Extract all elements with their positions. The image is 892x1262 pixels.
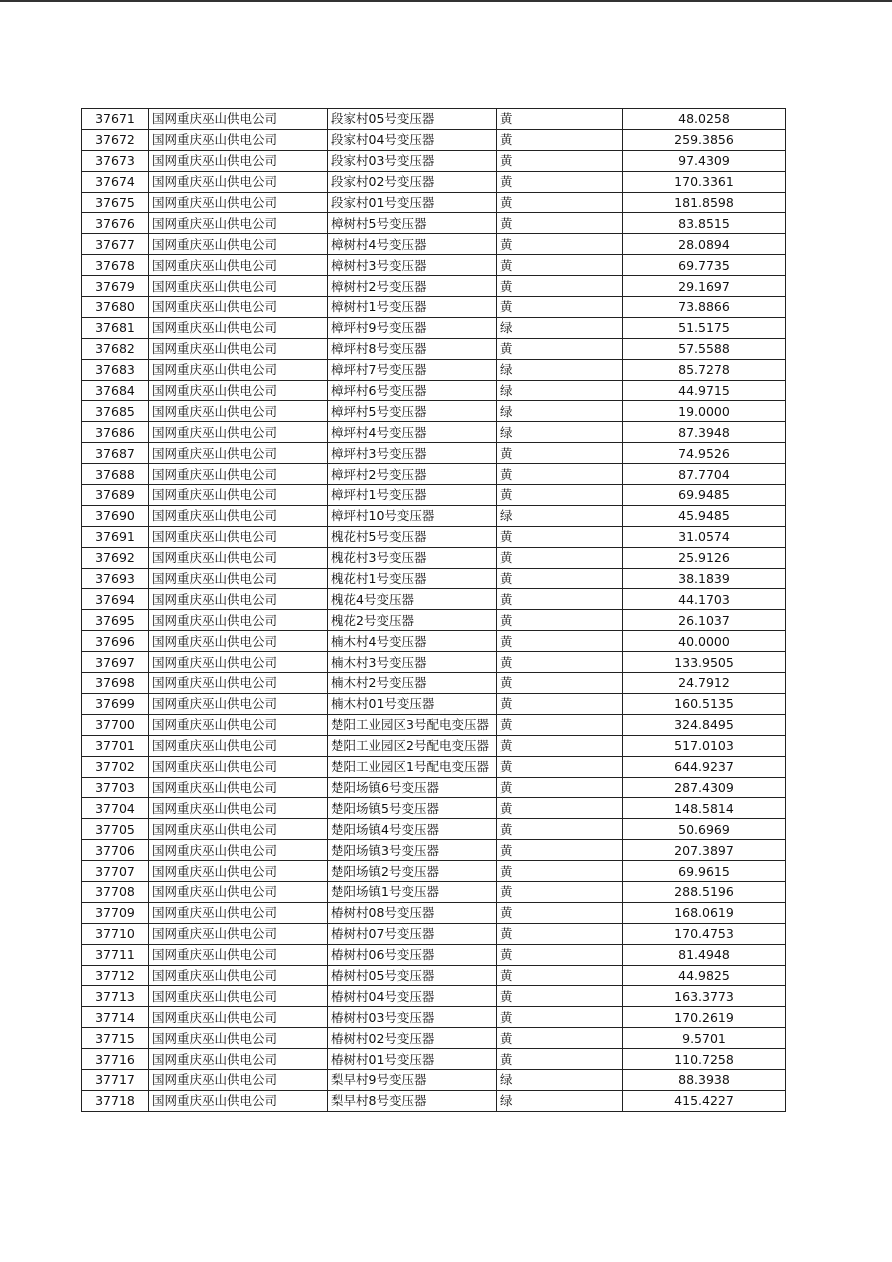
row-id-cell: 37687 (82, 443, 149, 464)
value-cell: 31.0574 (623, 526, 786, 547)
row-id-cell: 37699 (82, 693, 149, 714)
company-cell: 国网重庆巫山供电公司 (149, 589, 328, 610)
transformer-name-cell: 楚阳场镇4号变压器 (328, 819, 497, 840)
status-cell: 黄 (497, 1007, 623, 1028)
value-cell: 81.4948 (623, 944, 786, 965)
transformer-name-cell: 樟树村3号变压器 (328, 255, 497, 276)
status-cell: 黄 (497, 798, 623, 819)
company-cell: 国网重庆巫山供电公司 (149, 652, 328, 673)
row-id-cell: 37673 (82, 150, 149, 171)
company-cell: 国网重庆巫山供电公司 (149, 297, 328, 318)
value-cell: 28.0894 (623, 234, 786, 255)
status-cell: 黄 (497, 150, 623, 171)
table-row (82, 171, 786, 192)
value-cell: 517.0103 (623, 735, 786, 756)
table-row (82, 861, 786, 882)
table-row (82, 589, 786, 610)
table-row (82, 255, 786, 276)
company-cell: 国网重庆巫山供电公司 (149, 1069, 328, 1090)
transformer-name-cell: 段家村05号变压器 (328, 109, 497, 130)
table-row (82, 693, 786, 714)
status-cell: 黄 (497, 902, 623, 923)
company-cell: 国网重庆巫山供电公司 (149, 150, 328, 171)
table-row (82, 485, 786, 506)
table-row (82, 359, 786, 380)
company-cell: 国网重庆巫山供电公司 (149, 443, 328, 464)
row-id-cell: 37714 (82, 1007, 149, 1028)
value-cell: 644.9237 (623, 756, 786, 777)
company-cell: 国网重庆巫山供电公司 (149, 317, 328, 338)
table-row (82, 276, 786, 297)
status-cell: 黄 (497, 735, 623, 756)
value-cell: 26.1037 (623, 610, 786, 631)
status-cell: 黄 (497, 840, 623, 861)
table-row (82, 317, 786, 338)
transformer-name-cell: 樟坪村3号变压器 (328, 443, 497, 464)
transformer-name-cell: 樟坪村5号变压器 (328, 401, 497, 422)
status-cell: 黄 (497, 610, 623, 631)
company-cell: 国网重庆巫山供电公司 (149, 1090, 328, 1111)
table-row (82, 547, 786, 568)
table-row (82, 714, 786, 735)
status-cell: 黄 (497, 965, 623, 986)
status-cell: 黄 (497, 631, 623, 652)
value-cell: 97.4309 (623, 150, 786, 171)
value-cell: 170.3361 (623, 171, 786, 192)
company-cell: 国网重庆巫山供电公司 (149, 359, 328, 380)
company-cell: 国网重庆巫山供电公司 (149, 1049, 328, 1070)
company-cell: 国网重庆巫山供电公司 (149, 756, 328, 777)
row-id-cell: 37683 (82, 359, 149, 380)
table-row (82, 735, 786, 756)
value-cell: 69.9485 (623, 485, 786, 506)
company-cell: 国网重庆巫山供电公司 (149, 505, 328, 526)
status-cell: 黄 (497, 861, 623, 882)
company-cell: 国网重庆巫山供电公司 (149, 422, 328, 443)
status-cell: 黄 (497, 589, 623, 610)
row-id-cell: 37698 (82, 673, 149, 694)
transformer-name-cell: 段家村02号变压器 (328, 171, 497, 192)
value-cell: 87.3948 (623, 422, 786, 443)
transformer-name-cell: 樟坪村9号变压器 (328, 317, 497, 338)
row-id-cell: 37704 (82, 798, 149, 819)
row-id-cell: 37679 (82, 276, 149, 297)
table-body (82, 109, 786, 1112)
status-cell: 绿 (497, 505, 623, 526)
status-cell: 黄 (497, 297, 623, 318)
company-cell: 国网重庆巫山供电公司 (149, 861, 328, 882)
table-row (82, 965, 786, 986)
table-row (82, 297, 786, 318)
status-cell: 黄 (497, 819, 623, 840)
value-cell: 87.7704 (623, 464, 786, 485)
row-id-cell: 37713 (82, 986, 149, 1007)
transformer-name-cell: 楠木村4号变压器 (328, 631, 497, 652)
status-cell: 黄 (497, 1028, 623, 1049)
value-cell: 24.7912 (623, 673, 786, 694)
company-cell: 国网重庆巫山供电公司 (149, 401, 328, 422)
status-cell: 绿 (497, 317, 623, 338)
company-cell: 国网重庆巫山供电公司 (149, 798, 328, 819)
value-cell: 170.4753 (623, 923, 786, 944)
transformer-name-cell: 槐花村3号变压器 (328, 547, 497, 568)
table-row (82, 944, 786, 965)
row-id-cell: 37675 (82, 192, 149, 213)
row-id-cell: 37715 (82, 1028, 149, 1049)
status-cell: 黄 (497, 234, 623, 255)
row-id-cell: 37717 (82, 1069, 149, 1090)
company-cell: 国网重庆巫山供电公司 (149, 526, 328, 547)
table-row (82, 464, 786, 485)
row-id-cell: 37689 (82, 485, 149, 506)
status-cell: 黄 (497, 213, 623, 234)
value-cell: 40.0000 (623, 631, 786, 652)
transformer-name-cell: 段家村03号变压器 (328, 150, 497, 171)
transformer-name-cell: 樟树村1号变压器 (328, 297, 497, 318)
value-cell: 51.5175 (623, 317, 786, 338)
table-row (82, 129, 786, 150)
company-cell: 国网重庆巫山供电公司 (149, 1028, 328, 1049)
transformer-name-cell: 楚阳场镇2号变压器 (328, 861, 497, 882)
row-id-cell: 37696 (82, 631, 149, 652)
row-id-cell: 37716 (82, 1049, 149, 1070)
value-cell: 259.3856 (623, 129, 786, 150)
row-id-cell: 37694 (82, 589, 149, 610)
status-cell: 黄 (497, 652, 623, 673)
transformer-name-cell: 樟坪村10号变压器 (328, 505, 497, 526)
company-cell: 国网重庆巫山供电公司 (149, 673, 328, 694)
transformer-name-cell: 槐花村5号变压器 (328, 526, 497, 547)
status-cell: 绿 (497, 380, 623, 401)
transformer-name-cell: 槐花村1号变压器 (328, 568, 497, 589)
status-cell: 黄 (497, 944, 623, 965)
transformer-name-cell: 槐花4号变压器 (328, 589, 497, 610)
table-row (82, 1028, 786, 1049)
status-cell: 绿 (497, 422, 623, 443)
table-row (82, 673, 786, 694)
company-cell: 国网重庆巫山供电公司 (149, 213, 328, 234)
table-row (82, 192, 786, 213)
table-row (82, 1007, 786, 1028)
value-cell: 44.1703 (623, 589, 786, 610)
transformer-name-cell: 樟坪村6号变压器 (328, 380, 497, 401)
transformer-name-cell: 樟坪村2号变压器 (328, 464, 497, 485)
table-row (82, 380, 786, 401)
row-id-cell: 37682 (82, 338, 149, 359)
value-cell: 83.8515 (623, 213, 786, 234)
company-cell: 国网重庆巫山供电公司 (149, 777, 328, 798)
row-id-cell: 37712 (82, 965, 149, 986)
value-cell: 181.8598 (623, 192, 786, 213)
value-cell: 44.9715 (623, 380, 786, 401)
value-cell: 170.2619 (623, 1007, 786, 1028)
value-cell: 168.0619 (623, 902, 786, 923)
value-cell: 50.6969 (623, 819, 786, 840)
row-id-cell: 37685 (82, 401, 149, 422)
transformer-name-cell: 樟坪村1号变压器 (328, 485, 497, 506)
company-cell: 国网重庆巫山供电公司 (149, 109, 328, 130)
transformer-name-cell: 楠木村01号变压器 (328, 693, 497, 714)
company-cell: 国网重庆巫山供电公司 (149, 129, 328, 150)
table-row (82, 986, 786, 1007)
status-cell: 黄 (497, 756, 623, 777)
value-cell: 57.5588 (623, 338, 786, 359)
transformer-name-cell: 樟坪村4号变压器 (328, 422, 497, 443)
transformer-name-cell: 楚阳工业园区3号配电变压器 (328, 714, 497, 735)
row-id-cell: 37706 (82, 840, 149, 861)
value-cell: 133.9505 (623, 652, 786, 673)
table-row (82, 1069, 786, 1090)
transformer-name-cell: 槐花2号变压器 (328, 610, 497, 631)
table-row (82, 777, 786, 798)
row-id-cell: 37718 (82, 1090, 149, 1111)
transformer-name-cell: 樟树村5号变压器 (328, 213, 497, 234)
company-cell: 国网重庆巫山供电公司 (149, 631, 328, 652)
row-id-cell: 37709 (82, 902, 149, 923)
row-id-cell: 37684 (82, 380, 149, 401)
row-id-cell: 37711 (82, 944, 149, 965)
value-cell: 207.3897 (623, 840, 786, 861)
status-cell: 黄 (497, 443, 623, 464)
status-cell: 黄 (497, 255, 623, 276)
value-cell: 19.0000 (623, 401, 786, 422)
company-cell: 国网重庆巫山供电公司 (149, 693, 328, 714)
value-cell: 45.9485 (623, 505, 786, 526)
company-cell: 国网重庆巫山供电公司 (149, 923, 328, 944)
transformer-name-cell: 樟树村4号变压器 (328, 234, 497, 255)
status-cell: 黄 (497, 986, 623, 1007)
company-cell: 国网重庆巫山供电公司 (149, 944, 328, 965)
status-cell: 黄 (497, 485, 623, 506)
transformer-name-cell: 樟坪村7号变压器 (328, 359, 497, 380)
table-row (82, 213, 786, 234)
value-cell: 38.1839 (623, 568, 786, 589)
transformer-name-cell: 椿树村07号变压器 (328, 923, 497, 944)
value-cell: 9.5701 (623, 1028, 786, 1049)
table-row (82, 422, 786, 443)
table-row (82, 756, 786, 777)
transformer-name-cell: 椿树村05号变压器 (328, 965, 497, 986)
table-row (82, 631, 786, 652)
company-cell: 国网重庆巫山供电公司 (149, 276, 328, 297)
status-cell: 绿 (497, 359, 623, 380)
value-cell: 69.9615 (623, 861, 786, 882)
company-cell: 国网重庆巫山供电公司 (149, 255, 328, 276)
transformer-name-cell: 椿树村04号变压器 (328, 986, 497, 1007)
value-cell: 73.8866 (623, 297, 786, 318)
company-cell: 国网重庆巫山供电公司 (149, 234, 328, 255)
company-cell: 国网重庆巫山供电公司 (149, 840, 328, 861)
transformer-name-cell: 椿树村08号变压器 (328, 902, 497, 923)
row-id-cell: 37690 (82, 505, 149, 526)
table-row (82, 652, 786, 673)
value-cell: 85.7278 (623, 359, 786, 380)
row-id-cell: 37703 (82, 777, 149, 798)
row-id-cell: 37702 (82, 756, 149, 777)
status-cell: 黄 (497, 673, 623, 694)
status-cell: 黄 (497, 714, 623, 735)
transformer-name-cell: 楚阳场镇1号变压器 (328, 881, 497, 902)
company-cell: 国网重庆巫山供电公司 (149, 485, 328, 506)
row-id-cell: 37688 (82, 464, 149, 485)
value-cell: 29.1697 (623, 276, 786, 297)
status-cell: 黄 (497, 464, 623, 485)
company-cell: 国网重庆巫山供电公司 (149, 902, 328, 923)
status-cell: 黄 (497, 881, 623, 902)
status-cell: 黄 (497, 192, 623, 213)
transformer-name-cell: 楚阳工业园区1号配电变压器 (328, 756, 497, 777)
transformer-name-cell: 椿树村03号变压器 (328, 1007, 497, 1028)
row-id-cell: 37672 (82, 129, 149, 150)
row-id-cell: 37692 (82, 547, 149, 568)
table-row (82, 819, 786, 840)
table-row (82, 505, 786, 526)
transformer-name-cell: 梨早村8号变压器 (328, 1090, 497, 1111)
status-cell: 黄 (497, 276, 623, 297)
table-row (82, 923, 786, 944)
table-row (82, 234, 786, 255)
status-cell: 绿 (497, 1069, 623, 1090)
transformer-name-cell: 楚阳工业园区2号配电变压器 (328, 735, 497, 756)
company-cell: 国网重庆巫山供电公司 (149, 965, 328, 986)
status-cell: 黄 (497, 1049, 623, 1070)
value-cell: 25.9126 (623, 547, 786, 568)
status-cell: 黄 (497, 129, 623, 150)
company-cell: 国网重庆巫山供电公司 (149, 714, 328, 735)
row-id-cell: 37680 (82, 297, 149, 318)
status-cell: 黄 (497, 171, 623, 192)
table-row (82, 798, 786, 819)
value-cell: 288.5196 (623, 881, 786, 902)
transformer-name-cell: 段家村04号变压器 (328, 129, 497, 150)
table-row (82, 1090, 786, 1111)
transformer-name-cell: 椿树村06号变压器 (328, 944, 497, 965)
transformer-name-cell: 楚阳场镇6号变压器 (328, 777, 497, 798)
row-id-cell: 37708 (82, 881, 149, 902)
company-cell: 国网重庆巫山供电公司 (149, 171, 328, 192)
status-cell: 黄 (497, 693, 623, 714)
table-row (82, 150, 786, 171)
value-cell: 88.3938 (623, 1069, 786, 1090)
value-cell: 69.7735 (623, 255, 786, 276)
value-cell: 110.7258 (623, 1049, 786, 1070)
row-id-cell: 37686 (82, 422, 149, 443)
table-row (82, 881, 786, 902)
company-cell: 国网重庆巫山供电公司 (149, 986, 328, 1007)
company-cell: 国网重庆巫山供电公司 (149, 380, 328, 401)
value-cell: 163.3773 (623, 986, 786, 1007)
status-cell: 黄 (497, 338, 623, 359)
row-id-cell: 37674 (82, 171, 149, 192)
row-id-cell: 37693 (82, 568, 149, 589)
row-id-cell: 37678 (82, 255, 149, 276)
transformer-name-cell: 楠木村2号变压器 (328, 673, 497, 694)
row-id-cell: 37701 (82, 735, 149, 756)
row-id-cell: 37695 (82, 610, 149, 631)
company-cell: 国网重庆巫山供电公司 (149, 568, 328, 589)
company-cell: 国网重庆巫山供电公司 (149, 819, 328, 840)
table-row (82, 840, 786, 861)
table-row (82, 443, 786, 464)
value-cell: 48.0258 (623, 109, 786, 130)
page-top-border (0, 0, 892, 2)
transformer-name-cell: 楚阳场镇3号变压器 (328, 840, 497, 861)
value-cell: 148.5814 (623, 798, 786, 819)
status-cell: 绿 (497, 401, 623, 422)
status-cell: 黄 (497, 923, 623, 944)
row-id-cell: 37676 (82, 213, 149, 234)
company-cell: 国网重庆巫山供电公司 (149, 881, 328, 902)
company-cell: 国网重庆巫山供电公司 (149, 464, 328, 485)
row-id-cell: 37697 (82, 652, 149, 673)
row-id-cell: 37700 (82, 714, 149, 735)
value-cell: 74.9526 (623, 443, 786, 464)
row-id-cell: 37671 (82, 109, 149, 130)
table-row (82, 568, 786, 589)
company-cell: 国网重庆巫山供电公司 (149, 735, 328, 756)
status-cell: 黄 (497, 109, 623, 130)
table-row (82, 526, 786, 547)
company-cell: 国网重庆巫山供电公司 (149, 192, 328, 213)
row-id-cell: 37705 (82, 819, 149, 840)
transformer-name-cell: 樟树村2号变压器 (328, 276, 497, 297)
transformer-name-cell: 椿树村02号变压器 (328, 1028, 497, 1049)
value-cell: 324.8495 (623, 714, 786, 735)
value-cell: 160.5135 (623, 693, 786, 714)
row-id-cell: 37681 (82, 317, 149, 338)
row-id-cell: 37691 (82, 526, 149, 547)
status-cell: 绿 (497, 1090, 623, 1111)
company-cell: 国网重庆巫山供电公司 (149, 547, 328, 568)
table-row (82, 902, 786, 923)
transformer-name-cell: 楠木村3号变压器 (328, 652, 497, 673)
company-cell: 国网重庆巫山供电公司 (149, 610, 328, 631)
status-cell: 黄 (497, 526, 623, 547)
transformer-name-cell: 楚阳场镇5号变压器 (328, 798, 497, 819)
data-table (81, 108, 786, 1112)
status-cell: 黄 (497, 547, 623, 568)
table-row (82, 401, 786, 422)
row-id-cell: 37710 (82, 923, 149, 944)
value-cell: 287.4309 (623, 777, 786, 798)
transformer-name-cell: 梨早村9号变压器 (328, 1069, 497, 1090)
table-row (82, 1049, 786, 1070)
company-cell: 国网重庆巫山供电公司 (149, 338, 328, 359)
table-row (82, 338, 786, 359)
table-row (82, 109, 786, 130)
transformer-name-cell: 椿树村01号变压器 (328, 1049, 497, 1070)
value-cell: 415.4227 (623, 1090, 786, 1111)
transformer-name-cell: 樟坪村8号变压器 (328, 338, 497, 359)
status-cell: 黄 (497, 777, 623, 798)
row-id-cell: 37707 (82, 861, 149, 882)
row-id-cell: 37677 (82, 234, 149, 255)
transformer-name-cell: 段家村01号变压器 (328, 192, 497, 213)
value-cell: 44.9825 (623, 965, 786, 986)
company-cell: 国网重庆巫山供电公司 (149, 1007, 328, 1028)
status-cell: 黄 (497, 568, 623, 589)
table-row (82, 610, 786, 631)
